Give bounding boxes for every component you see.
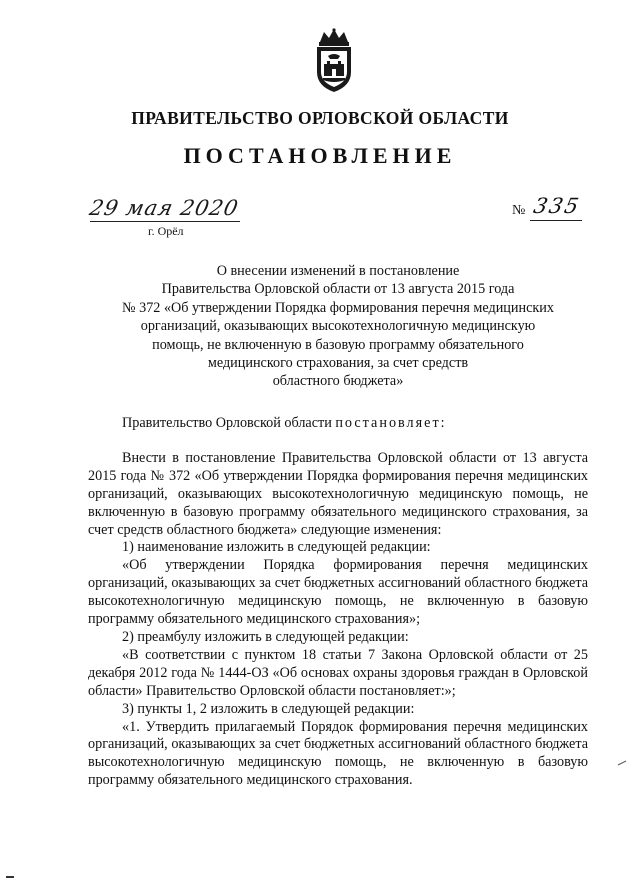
preamble [88, 415, 588, 433]
subject-line: № 372 «Об утверждении Порядка формирования перечня медицинских [122, 299, 554, 316]
subject-line: О внесении изменений в постановление [216, 263, 460, 279]
organization-title: ПРАВИТЕЛЬСТВО ОРЛОВСКОЙ ОБЛАСТИ [131, 108, 509, 128]
city-label: г. Орёл [148, 224, 184, 238]
date-handwritten: 29 мая 2020 [87, 196, 241, 220]
list-item-2-text: «В соответствии с пунктом 18 статьи 7 Закона Орловской области от 25 декабря 2012 года № 1444-ОЗ «Об основах охраны здоровья граждан в Орловской области» Правительство Орловской области постановляет:»; [88, 646, 588, 699]
scan-mark [6, 876, 14, 878]
list-item-1: 1) наименование изложить в следующей редакции: [122, 539, 431, 556]
subject-line: организаций, оказывающих высокотехнологичную медицинскую [140, 318, 536, 335]
subject-line: Правительства Орловской области от 13 августа 2015 года [161, 281, 515, 298]
list-item-2: 2) преамбулу изложить в следующей редакции: [122, 628, 409, 645]
preamble-prefix: Правительство Орловской области [122, 415, 336, 431]
document-body [88, 415, 588, 790]
preamble-verb: постановляет: [335, 415, 447, 431]
list-item-1-text: «Об утверждении Порядка формирования перечня медицинских организаций, оказывающих за счет бюджетных ассигнований областного бюджета высокотехнологичную медицинскую помощь, не включенную в базовую программу обязательного медицинского страхования»; [88, 557, 588, 628]
scan-mark [617, 760, 627, 766]
list-item-3: 3) пункты 1, 2 изложить в следующей редакции: [122, 700, 415, 717]
subject-line: помощь, не включенную в базовую программу обязательного [152, 336, 524, 353]
coat-of-arms-icon [310, 28, 358, 94]
document-type-title: ПОСТАНОВЛЕНИЕ [183, 143, 457, 168]
number-underline [530, 220, 582, 221]
paragraph-main: Внести в постановление Правительства Орловской области от 13 августа 2015 года № 372 «Об утверждении Порядка формирования перечня медицинских организаций, оказывающих высокотехнологичную медицинскую помощь, не включенную в базовую программу обязательного медицинского страхования, за счет средств областного бюджета» следующие изменения: [88, 449, 588, 538]
subject-line: медицинского страхования, за счет средств [207, 355, 469, 372]
number-label: № [512, 203, 526, 218]
list-item-3-text: «1. Утвердить прилагаемый Порядок формирования перечня медицинских организаций, оказывающих за счет бюджетных ассигнований областного бюджета высокотехнологичную медицинскую помощь, не включенную в базовую программу обязательного медицинского страхования. [88, 718, 588, 789]
number-handwritten: 335 [531, 194, 583, 218]
date-underline [90, 221, 240, 222]
subject-line: областного бюджета» [272, 373, 404, 390]
document-subject [88, 262, 588, 391]
